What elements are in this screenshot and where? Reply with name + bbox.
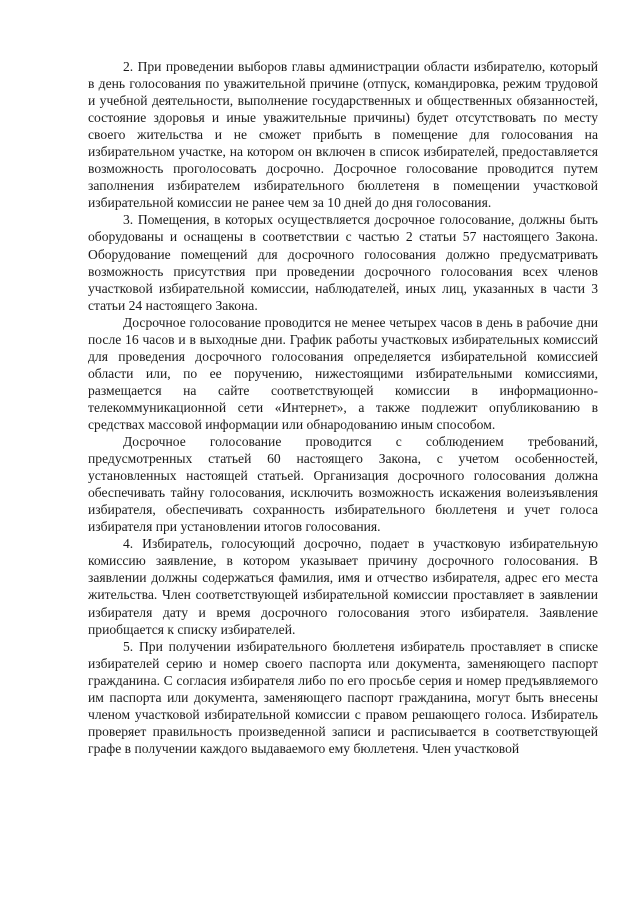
paragraph-3: 3. Помещения, в которых осуществляется досрочное голосование, должны быть оборудованы и оснащены в соответствии с частью 2 статьи 57 настоящего Закона. Оборудование помещений для досрочного голосования должно предусматривать возможность присутствия при проведении досрочного голосования всех членов участковой избирательной комиссии, наблюдателей, иных лиц, указанных в части 3 статьи 24 настоящего Закона. (88, 212, 598, 313)
paragraph-requirements: Досрочное голосование проводится с соблюдением требований, предусмотренных статьей 60 настоящего Закона, с учетом особенностей, установленных настоящей статьей. Организация досрочного голосования должна обеспечивать тайну голосования, исключить возможность искажения волеизъявления избирателя, обеспечивать сохранность избирательного бюллетеня и учет голоса избирателя при установлении итогов голосования. (88, 434, 598, 535)
paragraph-4: 4. Избиратель, голосующий досрочно, подает в участковую избирательную комиссию заявление, в котором указывает причину досрочного голосования. В заявлении должны содержаться фамилия, имя и отчество избирателя, адрес его места жительства. Член соответствующей избирательной комиссии проставляет в заявлении избирателя дату и время досрочного голосования этого избирателя. Заявление приобщается к списку избирателей. (88, 536, 598, 637)
paragraph-5: 5. При получении избирательного бюллетеня избиратель проставляет в списке избирателей серию и номер своего паспорта или документа, заменяющего паспорт гражданина. С согласия избирателя либо по его просьбе серия и номер предъявляемого им паспорта или документа, заменяющего паспорт гражданина, могут быть внесены членом участковой избирательной комиссии с правом решающего голоса. Избиратель проверяет правильность произведенной записи и расписывается в соответствующей графе в получении каждого выдаваемого ему бюллетеня. Член участковой (88, 638, 598, 756)
paragraph-schedule: Досрочное голосование проводится не менее четырех часов в день в рабочие дни после 16 часов и в выходные дни. График работы участковых избирательных комиссий для проведения досрочного голосования определяется избирательной комиссией области или, по ее поручению, нижестоящими избирательными комиссиями, размещается на сайте соответствующей комиссии в информационно-телекоммуникационной сети «Интернет», а также подлежит опубликованию в средствах массовой информации или обнародованию иным способом. (88, 314, 598, 432)
paragraph-2: 2. При проведении выборов главы администрации области избирателю, который в день голосования по уважительной причине (отпуск, командировка, режим трудовой и учебной деятельности, выполнение государственных и общественных обязанностей, состояние здоровья и иные уважительные причины) будет отсутствовать по месту своего жительства и не сможет прибыть в помещение для голосования на избирательном участке, на котором он включен в список избирателей, предоставляется возможность проголосовать досрочно. Досрочное голосование проводится путем заполнения избирателем избирательного бюллетеня в помещении участковой избирательной комиссии не ранее чем за 10 дней до дня голосования. (88, 59, 598, 211)
